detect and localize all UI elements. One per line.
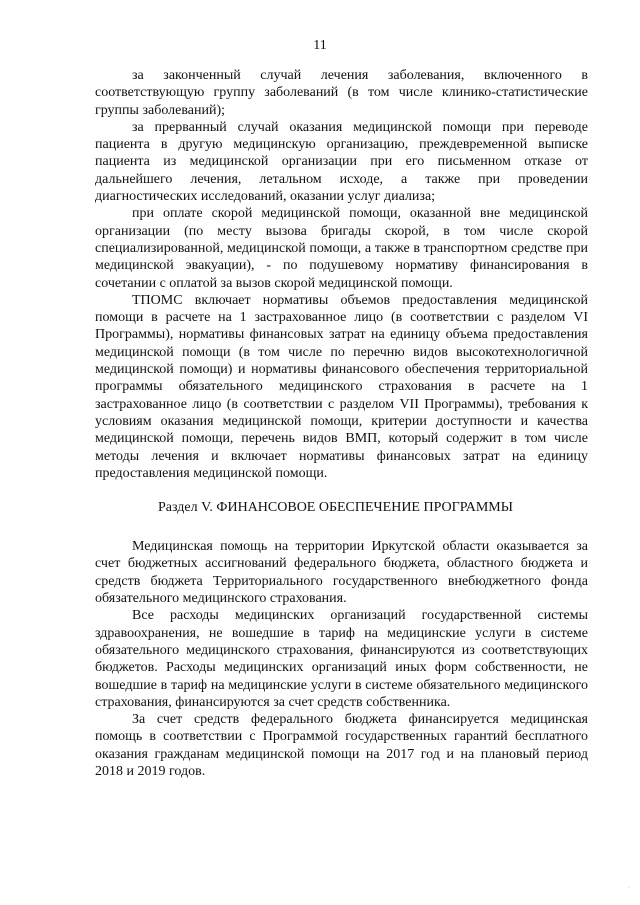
document-body bbox=[95, 67, 588, 780]
section-heading: Раздел V. ФИНАНСОВОЕ ОБЕСПЕЧЕНИЕ ПРОГРАММЫ bbox=[158, 500, 513, 516]
paragraph-interrupted-case: за прерванный случай оказания медицинской помощи при переводе пациента в другую медицинскую организацию, преждевременной выписке пациента из медицинской организации при его письменном отказе от дальнейшего лечения, летальном исходе, а также при проведении диагностических исследований, оказании услуг диализа; bbox=[95, 119, 588, 205]
paragraph-funding-sources: Медицинская помощь на территории Иркутской области оказывается за счет бюджетных ассигнований федерального бюджета, областного бюджета и средств бюджета Территориального государственного внебюджетного фонда обязательного медицинского страхования. bbox=[95, 539, 588, 607]
paragraph-expenses: Все расходы медицинских организаций государственной системы здравоохранения, не вошедшие в тариф на медицинские услуги в системе обязательного медицинского страхования, финансируются из соответствующих бюджетов. Расходы медицинских организаций иных форм собственности, не вошедшие в тариф на медицинские услуги в системе обязательного медицинского страхования, финансируются за счет средств собственника. bbox=[95, 608, 588, 710]
paragraph-emergency-care-payment: при оплате скорой медицинской помощи, оказанной вне медицинской организации (по месту вызова бригады скорой, в том числе скорой специализированной, медицинской помощи, а также в транспортном средстве при медицинской эвакуации), - по подушевому нормативу финансирования в сочетании с оплатой за вызов скорой медицинской помощи. bbox=[95, 206, 588, 291]
paragraph-federal-budget: За счет средств федерального бюджета финансируется медицинская помощь в соответствии с Программой государственных гарантий бесплатного оказания гражданам медицинской помощи на 2017 год и на плановый период 2018 и 2019 годов. bbox=[95, 712, 588, 779]
page-number: 11 bbox=[313, 38, 327, 53]
paragraph-completed-case: за законченный случай лечения заболевания, включенного в соответствующую группу заболеваний (в том числе клинико-статистические группы заболеваний); bbox=[95, 68, 588, 118]
scan-mark: · bbox=[628, 885, 630, 891]
paragraph-tpoms-standards: ТПОМС включает нормативы объемов предоставления медицинской помощи в расчете на 1 застрахованное лицо (в соответствии с разделом VI Программы), нормативы финансовых затрат на единицу объема предоставления медицинской помощи (в том числе по перечню видов высокотехнологичной медицинской помощи) и нормативы финансового обеспечения территориальной программы обязательного медицинского страхования в расчете на 1 застрахованное лицо (в соответствии с разделом VII Программы), требования к условиям оказания медицинской помощи, критерии доступности и качества медицинской помощи, перечень видов ВМП, который содержит в том числе методы лечения и включает нормативы финансовых затрат на единицу предоставления медицинской помощи. bbox=[95, 292, 588, 481]
